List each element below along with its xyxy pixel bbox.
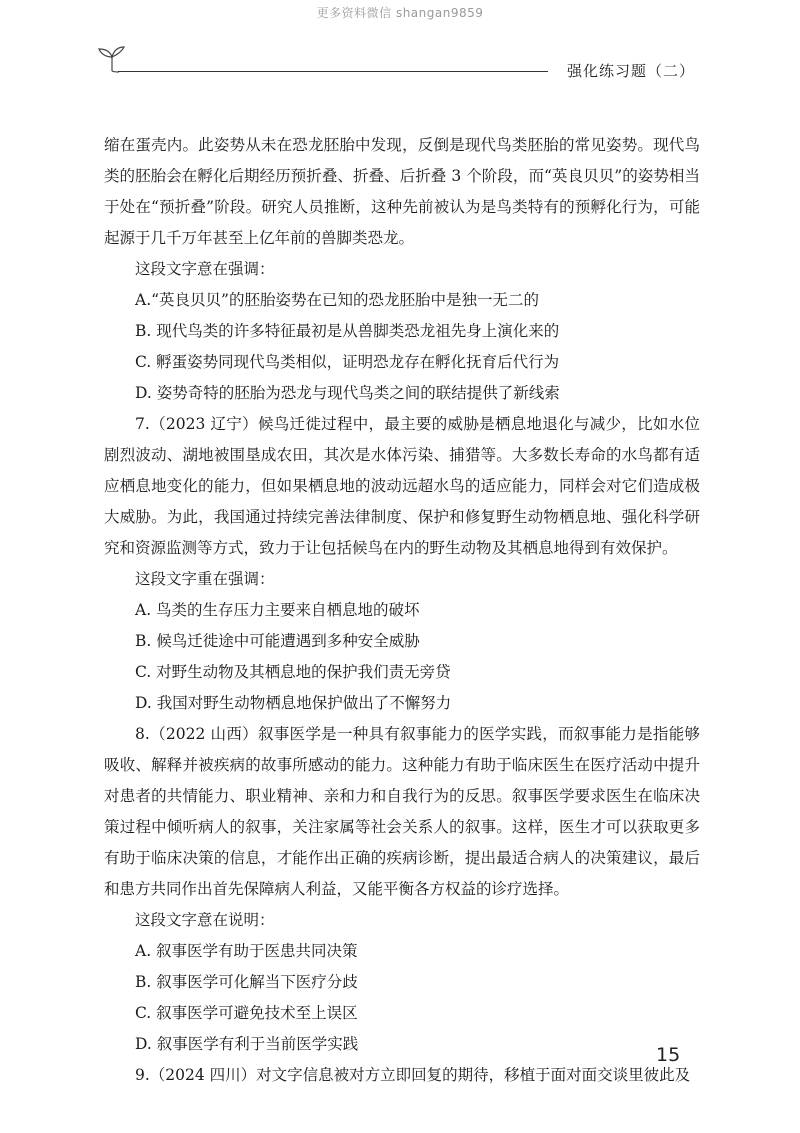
answer-option: C. 叙事医学可避免技术至上误区 xyxy=(135,1004,358,1022)
answer-option: A. 鸟类的生存压力主要来自栖息地的破坏 xyxy=(135,601,420,619)
answer-option: B. 现代鸟类的许多特征最初是从兽脚类恐龙祖先身上演化来的 xyxy=(135,322,560,340)
answer-option: D. 我国对野生动物栖息地保护做出了不懈努力 xyxy=(135,694,452,712)
sprout-icon xyxy=(95,41,129,75)
answer-option: C. 孵蛋姿势同现代鸟类相似，证明恐龙存在孵化抚育后代行为 xyxy=(135,353,560,371)
answer-option: B. 候鸟迁徙途中可能遭遇到多种安全威胁 xyxy=(135,632,420,650)
answer-option: A. 叙事医学有助于医患共同决策 xyxy=(135,942,358,960)
question-stem: 这段文字意在强调： xyxy=(135,260,275,278)
header-rule xyxy=(118,71,548,72)
question-stem: 这段文字意在说明： xyxy=(135,911,275,929)
answer-option: B. 叙事医学可化解当下医疗分歧 xyxy=(135,973,358,991)
question-paragraph: 7.（2023 辽宁）候鸟迁徙过程中，最主要的威胁是栖息地退化与减少，比如水位剧烈波动、湖地被围垦成农田，其次是水体污染、捕猎等。大多数长寿命的水鸟都有适应栖息地变化的能力，但如果栖息地的波动远超水鸟的适应能力，同样会对它们造成极大威胁。为此，我国通过持续完善法律制度、保护和修复野生动物栖息地、强化科学研究和资源监测等方式，致力于让包括候鸟在内的野生动物及其栖息地得到有效保护。 xyxy=(104,415,700,557)
page-number: 15 xyxy=(656,1044,681,1066)
answer-option: D. 叙事医学有利于当前医学实践 xyxy=(135,1035,359,1053)
question-paragraph: 9.（2024 四川）对文字信息被对方立即回复的期待，移植于面对面交谈里彼此及 xyxy=(135,1066,691,1084)
page-content xyxy=(104,130,700,1091)
running-header-title: 强化练习题（二） xyxy=(567,62,696,80)
watermark-text: 更多资料微信 shangan9859 xyxy=(316,6,484,20)
answer-option: C. 对野生动物及其栖息地的保护我们责无旁贷 xyxy=(135,663,451,681)
question-stem: 这段文字重在强调： xyxy=(135,570,275,588)
question-paragraph: 8.（2022 山西）叙事医学是一种具有叙事能力的医学实践，而叙事能力是指能够吸收、解释并被疾病的故事所感动的能力。这种能力有助于临床医生在医疗活动中提升对患者的共情能力、职业精神、亲和力和自我行为的反思。叙事医学要求医生在临床决策过程中倾听病人的叙事，关注家属等社会关系人的叙事。这样，医生才可以获取更多有助于临床决策的信息，才能作出正确的疾病诊断，提出最适合病人的决策建议，最后和患方共同作出首先保障病人利益，又能平衡各方权益的诊疗选择。 xyxy=(104,725,700,898)
answer-option: D. 姿势奇特的胚胎为恐龙与现代鸟类之间的联结提供了新线索 xyxy=(135,384,560,402)
answer-option: A.“英良贝贝”的胚胎姿势在已知的恐龙胚胎中是独一无二的 xyxy=(135,291,539,309)
body-paragraph: 缩在蛋壳内。此姿势从未在恐龙胚胎中发现，反倒是现代鸟类胚胎的常见姿势。现代鸟类的胚胎会在孵化后期经历预折叠、折叠、后折叠 3 个阶段，而“英良贝贝”的姿势相当于处在“预折叠”阶段。研究人员推断，这种先前被认为是鸟类特有的预孵化行为，可能起源于几千万年甚至上亿年前的兽脚类恐龙。 xyxy=(104,136,700,247)
